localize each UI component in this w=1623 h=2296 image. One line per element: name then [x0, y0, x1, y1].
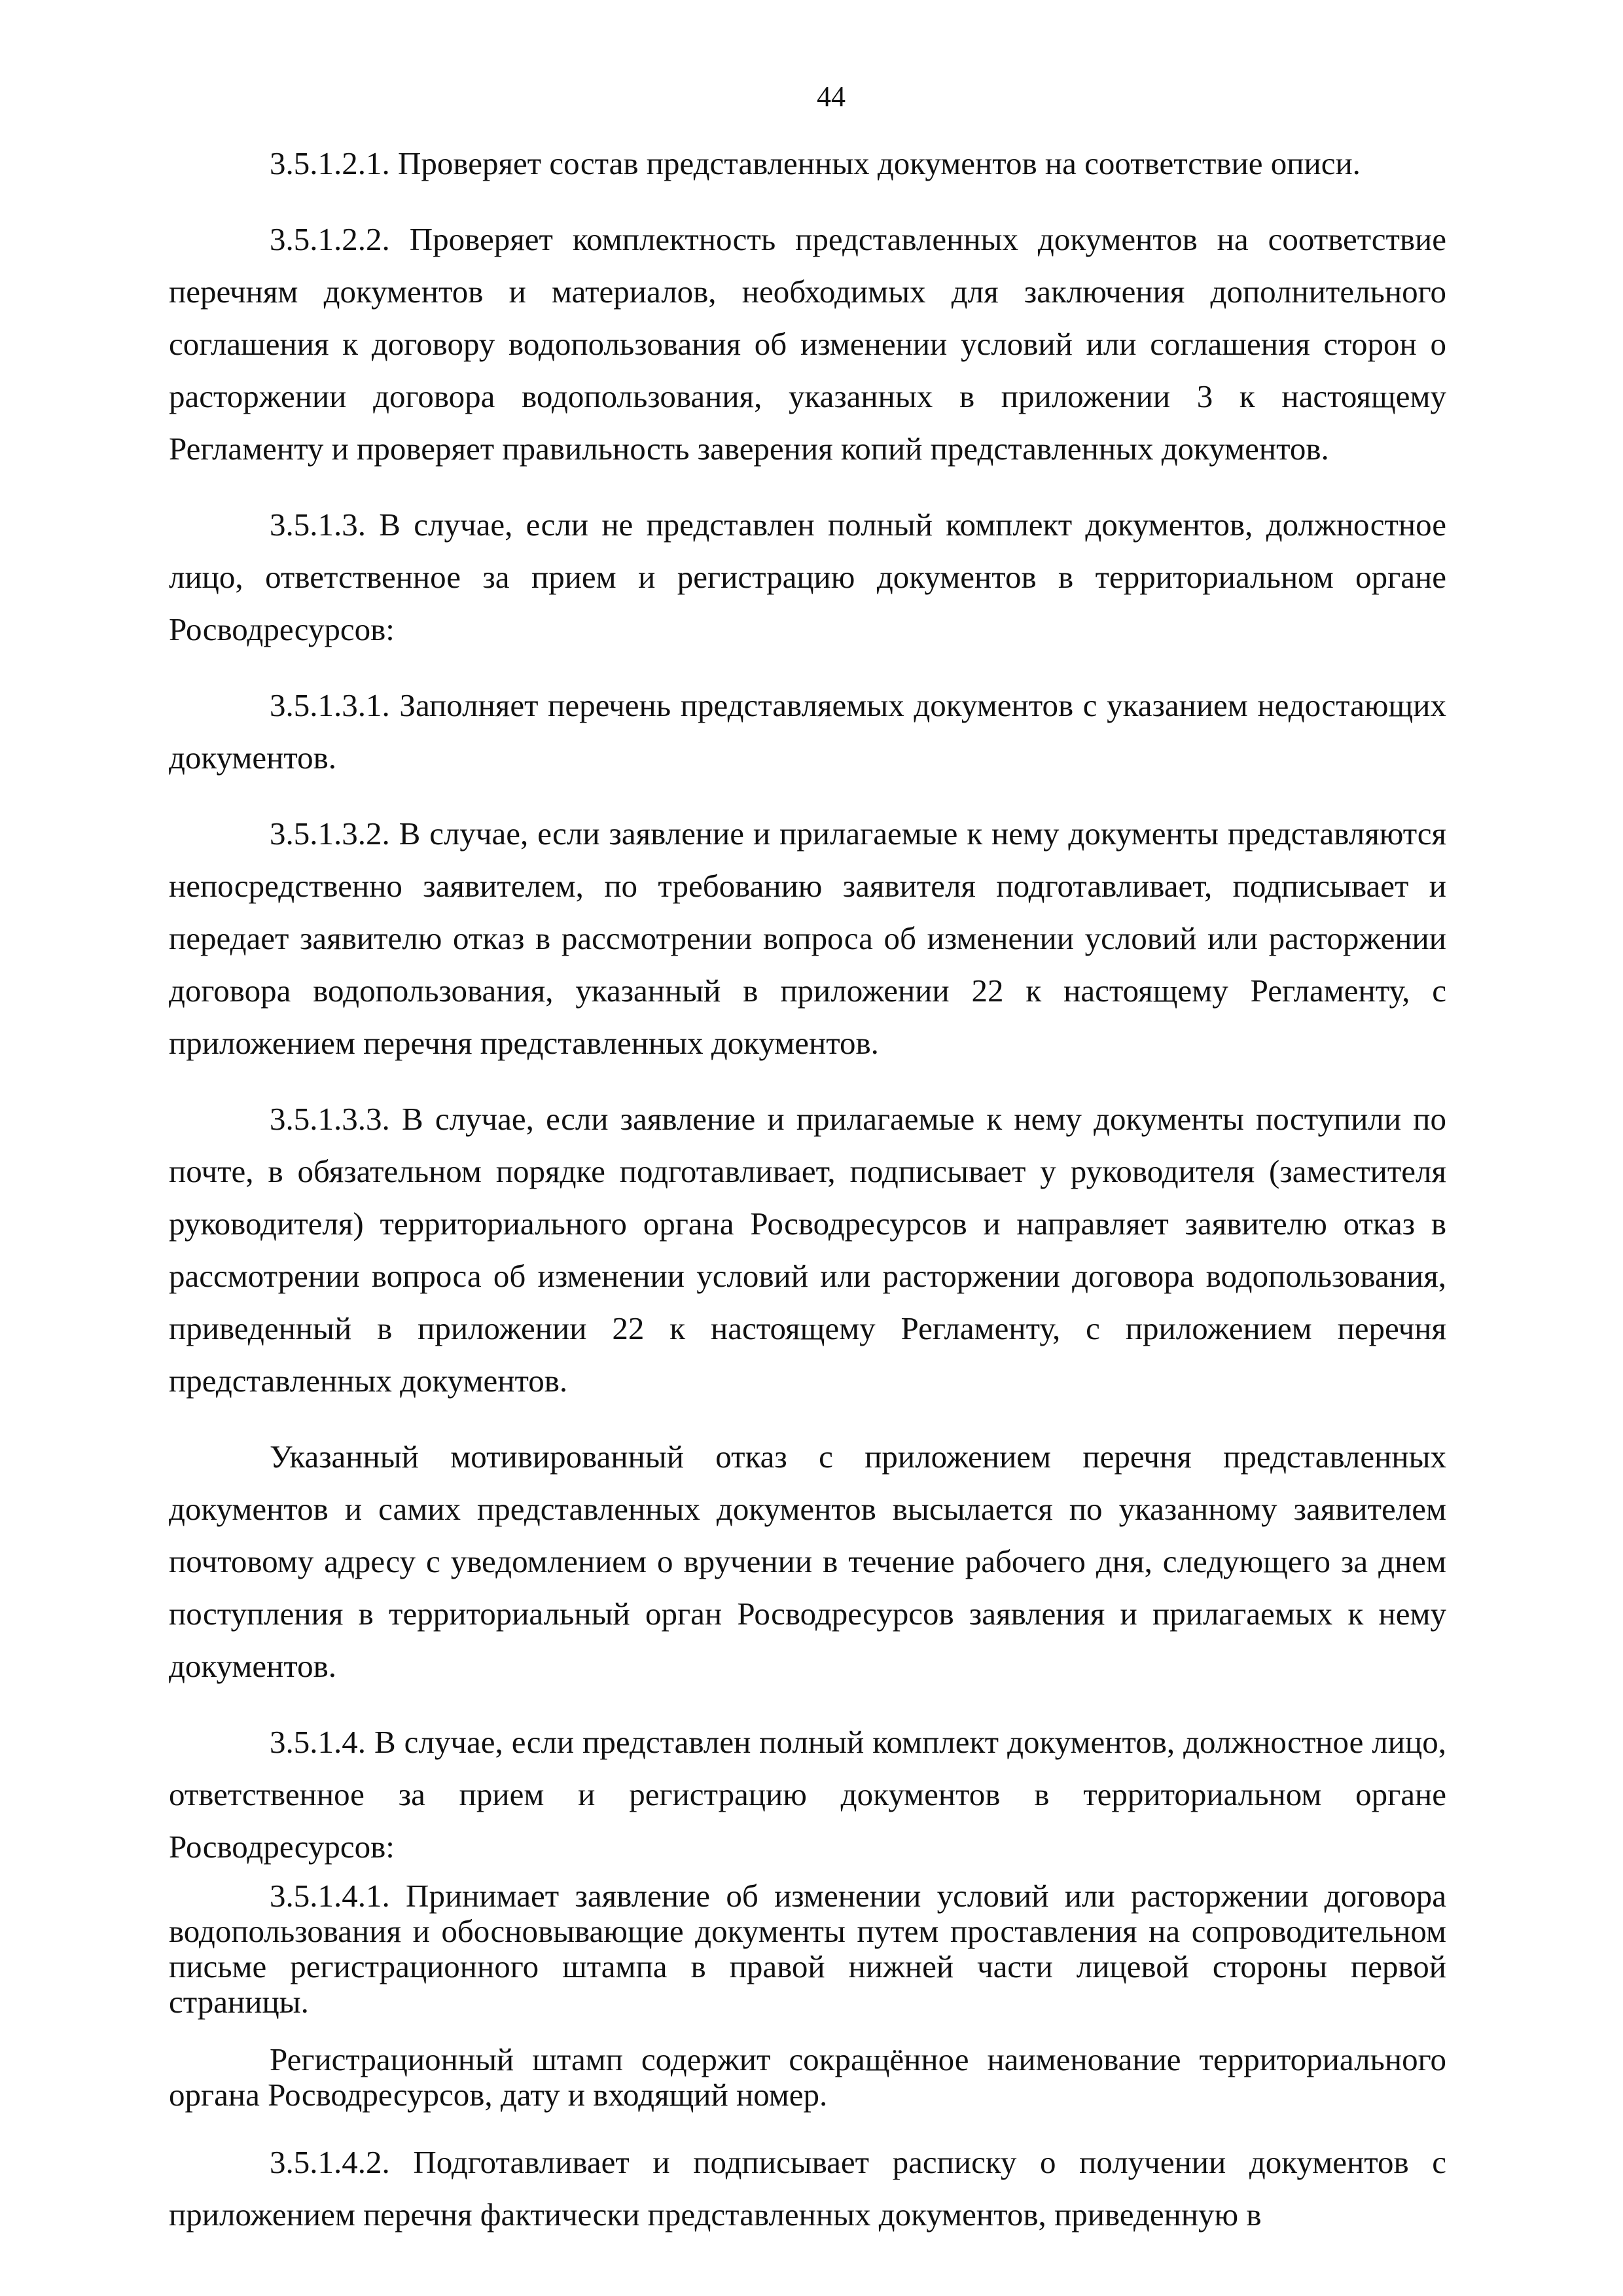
paragraph-3-5-1-4: 3.5.1.4. В случае, если представлен полный комплект документов, должностное лицо, ответственное за прием и регистрацию документов в территориальном органе Росводресурсов:: [169, 1724, 1446, 1865]
paragraph-3-5-1-2-2: 3.5.1.2.2. Проверяет комплектность представленных документов на соответствие перечням документов и материалов, необходимых для заключения дополнительного соглашения к договору водопользования об изменении условий или соглашения сторон о расторжении договора водопользования, указанных в приложении 3 к настоящему Регламенту и проверяет правильность заверения копий представленных документов.: [169, 221, 1446, 467]
paragraph-3-5-1-2-1: 3.5.1.2.1. Проверяет состав представленных документов на соответствие описи.: [270, 145, 1361, 181]
paragraph-3-5-1-4-1: 3.5.1.4.1. Принимает заявление об изменении условий или расторжении договора водопользования и обосновывающие документы путем проставления на сопроводительном письме регистрационного штампа в правой нижней части лицевой стороны первой страницы.: [169, 1878, 1446, 2020]
paragraph-3-5-1-3-1: 3.5.1.3.1. Заполняет перечень представляемых документов с указанием недостающих документов.: [169, 687, 1446, 776]
paragraph-3-5-1-3-2: 3.5.1.3.2. В случае, если заявление и прилагаемые к нему документы представляются непосредственно заявителем, по требованию заявителя подготавливает, подписывает и передает заявителю отказ в рассмотрении вопроса об изменении условий или расторжении договора водопользования, указанный в приложении 22 к настоящему Регламенту, с приложением перечня представленных документов.: [169, 816, 1446, 1061]
paragraph-3-5-1-3: 3.5.1.3. В случае, если не представлен полный комплект документов, должностное лицо, ответственное за прием и регистрацию документов в территориальном органе Росводресурсов:: [169, 507, 1446, 647]
paragraph-refusal-notice: Указанный мотивированный отказ с приложением перечня представленных документов и самих представленных документов высылается по указанному заявителем почтовому адресу с уведомлением о вручении в течение рабочего дня, следующего за днем поступления в территориальный орган Росводресурсов заявления и прилагаемых к нему документов.: [169, 1439, 1446, 1684]
paragraph-registration-stamp: Регистрационный штамп содержит сокращённое наименование территориального органа Росводресурсов, дату и входящий номер.: [169, 2041, 1446, 2113]
paragraph-3-5-1-4-2: 3.5.1.4.2. Подготавливает и подписывает расписку о получении документов с приложением перечня фактически представленных документов, приведенную в: [169, 2144, 1446, 2233]
document-body: [169, 137, 1446, 2241]
paragraph-3-5-1-3-3: 3.5.1.3.3. В случае, если заявление и прилагаемые к нему документы поступили по почте, в обязательном порядке подготавливает, подписывает у руководителя (заместителя руководителя) территориального органа Росводресурсов и направляет заявителю отказ в рассмотрении вопроса об изменении условий или расторжении договора водопользования, приведенный в приложении 22 к настоящему Регламенту, с приложением перечня представленных документов.: [169, 1101, 1446, 1399]
page-number: 44: [817, 81, 846, 113]
